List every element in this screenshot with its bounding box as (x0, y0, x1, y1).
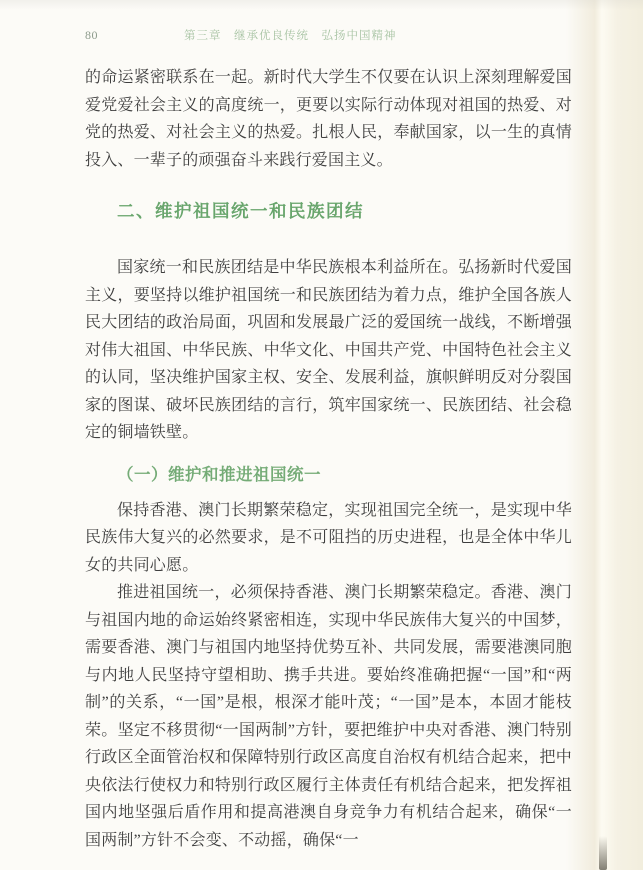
page-body (85, 64, 572, 854)
subsection-heading: （一）维护和推进祖国统一 (117, 465, 321, 484)
running-header-chapter-title: 第三章 继承优良传统 弘扬中国精神 (184, 30, 397, 42)
paragraph-section-overview: 国家统一和民族团结是中华民族根本利益所在。弘扬新时代爱国主义，要坚持以维护祖国统一和民族团结为着力点，维护全国各族人民大团结的政治局面，巩固和发展最广泛的爱国统一战线，不断增强对伟大祖国、中华民族、中华文化、中国共产党、中国特色社会主义的认同，坚决维护国家主权、安全、发展利益，旗帜鲜明反对分裂国家的图谋、破坏民族团结的言行，筑牢国家统一、民族团结、社会稳定的铜墙铁壁。 (85, 259, 572, 441)
paragraph-intro-continuation: 的命运紧密联系在一起。新时代大学生不仅要在认识上深刻理解爱国爱党爱社会主义的高度统一，更要以实际行动体现对祖国的热爱、对党的热爱、对社会主义的热爱。扎根人民，奉献国家，以一生的真情投入、一辈子的顽强奋斗来践行爱国主义。 (85, 69, 572, 169)
paragraph-subsection-1: 保持香港、澳门长期繁荣稳定，实现祖国完全统一，是实现中华民族伟大复兴的必然要求，是不可阻挡的历史进程，也是全体中华儿女的共同心愿。 (85, 501, 572, 574)
section-heading: 二、维护祖国统一和民族团结 (117, 201, 364, 221)
scan-top-shadow (0, 0, 643, 10)
page-number: 80 (85, 28, 98, 42)
paragraph-subsection-2: 推进祖国统一，必须保持香港、澳门长期繁荣稳定。香港、澳门与祖国内地的命运始终紧密相连，实现中华民族伟大复兴的中国梦，需要香港、澳门与祖国内地坚持优势互补、共同发展，需要港澳同胞与内地人民坚持守望相助、携手共进。要始终准确把握“一国”和“两制”的关系，“一国”是根，根深才能叶茂；“一国”是本，本固才能枝荣。坚定不移贯彻“一国两制”方针，要把维护中央对香港、澳门特别行政区全面管治权和保障特别行政区高度自治权有机结合起来，把中央依法行使权力和特别行政区履行主体责任有机结合起来，把发挥祖国内地坚强后盾作用和提高港澳自身竞争力有机结合起来，确保“一国两制”方针不会变、不动摇，确保“一 (85, 584, 572, 849)
scan-edge-mark (599, 836, 607, 870)
page-header (85, 28, 571, 44)
